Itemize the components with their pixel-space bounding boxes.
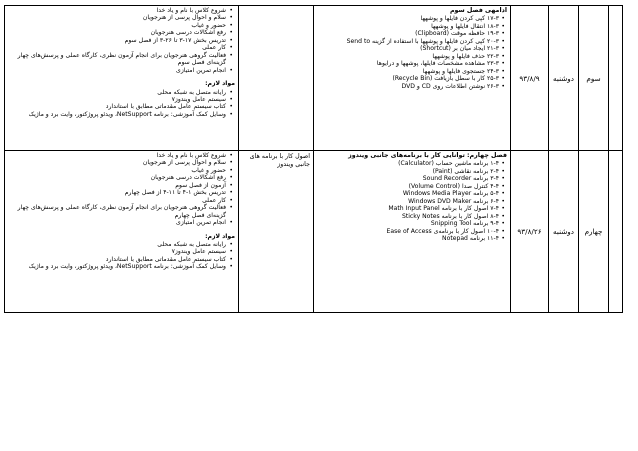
list-item: • کار عملی (7, 44, 226, 51)
topics-heading: فصل چهارم: توانایی کار با برنامه‌های جانبی ویندوز (348, 152, 507, 159)
lesson-title-cell: اصول کار با برنامه های جانبی ویندوز (239, 151, 314, 313)
table-row (5, 6, 623, 151)
topics-cell (314, 6, 511, 151)
lesson-plan-table (4, 5, 623, 313)
row-number-cell (609, 6, 623, 151)
list-item: • تدریس بخش ۱۷-۳ تا ۲۶-۳ از فصل سوم (7, 37, 226, 44)
list-item: • ۱۸-۳ انتقال فایلها و پوشهها (316, 23, 499, 30)
table-row (5, 151, 623, 313)
activities-list (7, 7, 235, 74)
list-item: • ۱۰-۴ اصول کار با برنامه‌ی Ease of Access (316, 228, 499, 235)
list-item: • ۶-۴ برنامه Windows DVD Maker (316, 198, 499, 205)
list-item: • ۲۵-۳ کار با سطل بازیافت (Recycle Bin) (316, 75, 499, 82)
activities-cell (5, 151, 239, 313)
list-item: • ۴-۴ کنترل صدا (Volume Control) (316, 183, 499, 190)
date-cell: ۹۳/۸/۹ (511, 6, 549, 151)
date-cell: ۹۳/۸/۲۶ (511, 151, 549, 313)
list-item: • کتاب سیستم عامل مقدماتی مطابق با استاندارد (7, 256, 226, 263)
list-item: • ۲۴-۳ جستجوی فایلها و پوشهها (316, 68, 499, 75)
topics-cell (314, 151, 511, 313)
list-item: • ۳-۴ برنامه Sound Recorder (316, 175, 499, 182)
activities-list (7, 152, 235, 227)
week-cell: سوم (579, 6, 609, 151)
list-item: • رفع اشکالات درسی هنرجویان (7, 29, 226, 36)
activities-cell (5, 6, 239, 151)
list-item: • انجام تمرین امتیازی (7, 67, 226, 74)
list-item: • سیستم عامل ویندوز۷ (7, 96, 226, 103)
list-item: • ۱۷-۳ کپی کردن فایلها و پوشهها (316, 15, 499, 22)
day-cell: دوشنبه (549, 6, 579, 151)
day-cell: دوشنبه (549, 151, 579, 313)
list-item: • ۲۶-۳ نوشتن اطلاعات روی CD و DVD (316, 83, 499, 90)
topics-heading: ادامهی فصل سوم (449, 7, 507, 14)
materials-list (7, 241, 235, 271)
list-item: • ۵-۴ برنامه Windows Media Player (316, 190, 499, 197)
list-item: • وسایل کمک آموزشی: برنامه NetSupport، ویدئو پروژکتور، وایت برد و ماژیک (7, 111, 226, 118)
week-cell: چهارم (579, 151, 609, 313)
list-item: • وسایل کمک آموزشی: برنامه NetSupport، ویدئو پروژکتور، وایت برد و ماژیک (7, 263, 226, 270)
list-item: • ۱-۴ برنامه ماشین حساب (Calculator) (316, 160, 499, 167)
list-item: • ۲۰-۳ کپی کردن فایلها و پوشهها با استفاده از گزینه Send to (316, 38, 499, 45)
list-item: • شروع کلاس با نام و یاد خدا (7, 152, 226, 159)
list-item: • سلام و احوال پرسی از هنرجویان (7, 159, 226, 166)
list-item: • ۱۹-۳ حافظه موقت (Clipboard) (316, 30, 499, 37)
materials-list (7, 89, 235, 119)
list-item: • رفع اشکالات درسی هنرجویان (7, 174, 226, 181)
list-item: • فعالیت گروهی هنرجویان برای انجام آزمون نظری، کارگاه عملی و پرسش‌های چهار گزینه‌ای فصل چهارم (7, 204, 226, 219)
list-item: • سلام و احوال پرسی از هنرجویان (7, 14, 226, 21)
list-item: • تدریس بخش ۱-۴ تا ۱۱-۴ از فصل چهارم (7, 189, 226, 196)
topics-list (316, 160, 507, 242)
list-item: • ۹-۴ برنامه Snipping Tool (316, 220, 499, 227)
list-item: • رایانه متصل به شبکه محلی (7, 89, 226, 96)
list-item: • انجام تمرین امتیازی (7, 219, 226, 226)
list-item: • ۲۲-۳ حذف فایلها و پوشهها (316, 53, 499, 60)
list-item: • رایانه متصل به شبکه محلی (7, 241, 226, 248)
list-item: • آزمون از فصل سوم (7, 182, 226, 189)
list-item: • کار عملی (7, 197, 226, 204)
materials-heading: مواد لازم: (205, 232, 235, 240)
list-item: • ۱۱-۴ برنامه Notepad (316, 235, 499, 242)
list-item: • ۷-۴ اصول کار با برنامه Math Input Panel (316, 205, 499, 212)
list-item: • سیستم عامل ویندوز۷ (7, 248, 226, 255)
list-item: • ۲-۴ برنامه نقاشی (Paint) (316, 168, 499, 175)
materials-heading: مواد لازم: (205, 80, 235, 88)
list-item: • ۲۱-۳ ایجاد میان بر (Shortcut) (316, 45, 499, 52)
list-item: • فعالیت گروهی هنرجویان برای انجام آزمون نظری، کارگاه عملی و پرسش‌های چهار گزینه‌ای فصل سوم (7, 52, 226, 67)
list-item: • شروع کلاس با نام و یاد خدا (7, 7, 226, 14)
list-item: • ۲۳-۳ مشاهده مشخصات فایلها، پوشهها و درایوها (316, 60, 499, 67)
list-item: • حضور و غیاب (7, 167, 226, 174)
row-number-cell (609, 151, 623, 313)
list-item: • ۸-۴ اصول کار با برنامه Sticky Notes (316, 213, 499, 220)
list-item: • کتاب سیستم عامل مقدماتی مطابق با استاندارد (7, 103, 226, 110)
topics-list (316, 15, 507, 90)
lesson-title-cell (239, 6, 314, 151)
list-item: • حضور و غیاب (7, 22, 226, 29)
